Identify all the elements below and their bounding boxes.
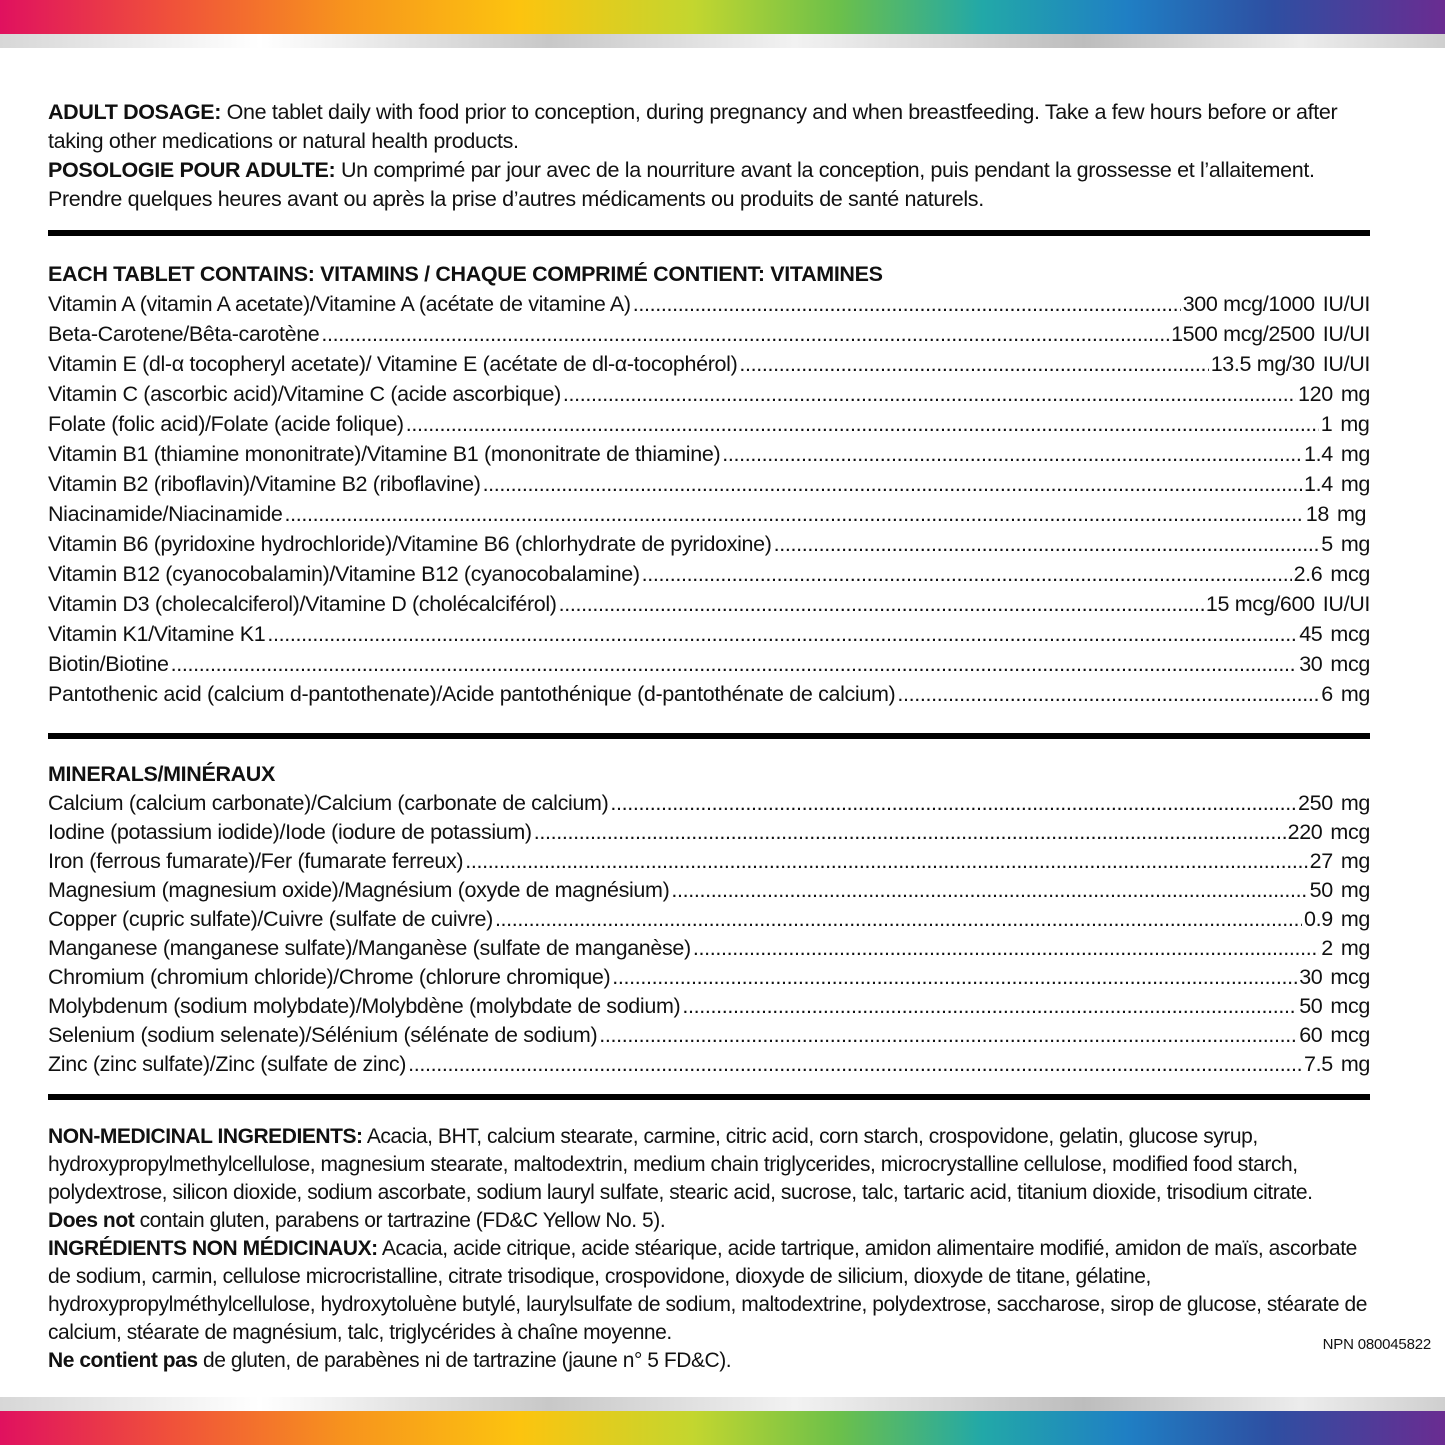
leader-dots — [171, 649, 1298, 679]
nutrient-name: Magnesium (magnesium oxide)/Magnésium (oxyde de magnésium) — [48, 878, 670, 902]
nutrient-name: Selenium (sodium selenate)/Sélénium (sélénate de sodium) — [48, 1023, 598, 1047]
nutrient-amount: 1.4 — [1303, 472, 1333, 496]
nutrient-amount: 13.5 mg/30 — [1210, 352, 1315, 376]
npn-number: NPN 080045822 — [1322, 1336, 1431, 1353]
leader-dots — [559, 589, 1204, 619]
nutrient-unit: mg — [1340, 791, 1370, 815]
divider — [48, 733, 1370, 739]
nutrient-amount: 27 — [1309, 849, 1333, 873]
vitamins-section — [48, 260, 1370, 709]
nutrient-unit: mcg — [1330, 1023, 1370, 1047]
nutrient-amount: 0.9 — [1303, 907, 1333, 931]
nutrient-name: Vitamin B1 (thiamine mononitrate)/Vitamine B1 (mononitrate de thiamine) — [48, 442, 721, 466]
nutrient-row — [48, 1050, 1370, 1079]
nutrient-name: Zinc (zinc sulfate)/Zinc (sulfate de zinc) — [48, 1052, 407, 1076]
nutrient-row — [48, 619, 1370, 649]
nutrient-name: Biotin/Biotine — [48, 652, 169, 676]
nutrient-amount: 1.4 — [1303, 442, 1333, 466]
nutrient-name: Vitamin B12 (cyanocobalamin)/Vitamine B12 (cyanocobalamine) — [48, 562, 640, 586]
nutrient-name: Folate (folic acid)/Folate (acide folique) — [48, 412, 404, 436]
nutrient-amount: 220 — [1287, 820, 1323, 844]
leader-dots — [563, 379, 1296, 409]
leader-dots — [406, 409, 1319, 439]
nutrient-name: Molybdenum (sodium molybdate)/Molybdène (molybdate de sodium) — [48, 994, 681, 1018]
free-from-fr — [48, 1347, 1370, 1375]
ingredients-fr-text: Acacia, acide citrique, acide stéarique, acide tartrique, amidon alimentaire modifié, amidon de maïs, ascorbate de sodium, carmin, cellulose microcristalline, citrate trisodique, crospovidone, dioxyde de silicium, dioxyde de titane, gélatine, hydroxypropylméthylcellulose, hydroxytoluène butylé, laurylsulfate de sodium, maltodextrine, polydextrose, saccharose, sirop de glucose, stéarate de calcium, stéarate de magnésium, talc, triglycérides à chaîne moyenne. — [48, 1237, 1367, 1344]
top-color-band — [0, 0, 1445, 48]
nutrient-amount: 300 mcg/1000 — [1182, 292, 1315, 316]
nutrient-unit: mg — [1340, 472, 1370, 496]
nutrient-row — [48, 679, 1370, 709]
rainbow-stripe — [0, 0, 1445, 34]
nutrient-name: Manganese (manganese sulfate)/Manganèse (sulfate de manganèse) — [48, 936, 691, 960]
nutrient-unit: mg — [1340, 878, 1370, 902]
nutrient-amount: 50 — [1309, 878, 1333, 902]
nutrient-unit: IU/UI — [1322, 352, 1370, 376]
nutrient-unit: mcg — [1330, 820, 1370, 844]
grey-stripe — [0, 34, 1445, 48]
leader-dots — [693, 934, 1319, 963]
leader-dots — [267, 619, 1297, 649]
nutrient-name: Vitamin A (vitamin A acetate)/Vitamine A (acétate de vitamine A) — [48, 292, 631, 316]
nutrient-amount: 15 mcg/600 — [1205, 592, 1315, 616]
free-from-en-text: contain gluten, parabens or tartrazine (FD&C Yellow No. 5). — [134, 1209, 666, 1232]
leader-dots — [285, 499, 1304, 529]
nutrient-unit: mcg — [1330, 965, 1370, 989]
leader-dots — [321, 319, 1169, 349]
leader-dots — [599, 1021, 1297, 1050]
nutrient-amount: 6 — [1321, 682, 1333, 706]
nutrient-row — [48, 529, 1370, 559]
dosage-en — [48, 98, 1370, 156]
dosage-fr — [48, 156, 1370, 214]
nutrient-amount: 2.6 — [1293, 562, 1323, 586]
nutrient-amount: 45 — [1299, 622, 1323, 646]
leader-dots — [612, 963, 1297, 992]
minerals-title: MINERALS/MINÉRAUX — [48, 762, 275, 786]
nutrient-name: Iodine (potassium iodide)/Iode (iodure de potassium) — [48, 820, 532, 844]
nutrient-row — [48, 847, 1370, 876]
nutrient-amount: 60 — [1299, 1023, 1323, 1047]
dosage-en-label: ADULT DOSAGE: — [48, 100, 222, 124]
nutrient-amount: 120 — [1298, 382, 1333, 406]
leader-dots — [739, 349, 1208, 379]
nutrient-name: Vitamin D3 (cholecalciferol)/Vitamine D (cholécalciférol) — [48, 592, 557, 616]
leader-dots — [534, 818, 1286, 847]
vitamins-list — [48, 289, 1370, 709]
free-from-fr-text: de gluten, de parabènes ni de tartrazine (jaune n° 5 FD&C). — [197, 1349, 732, 1372]
nutrient-name: Iron (ferrous fumarate)/Fer (fumarate ferreux) — [48, 849, 464, 873]
nutrient-row — [48, 963, 1370, 992]
nutrient-row — [48, 649, 1370, 679]
vitamins-title: EACH TABLET CONTAINS: VITAMINS / CHAQUE COMPRIMÉ CONTIENT: VITAMINES — [48, 262, 883, 286]
nutrient-unit: IU/UI — [1322, 322, 1370, 346]
ingredients-fr-label: INGRÉDIENTS NON MÉDICINAUX: — [48, 1237, 378, 1260]
nutrient-row — [48, 589, 1370, 619]
nutrient-unit: mg — [1340, 682, 1370, 706]
nutrient-row — [48, 905, 1370, 934]
leader-dots — [722, 439, 1302, 469]
leader-dots — [682, 992, 1297, 1021]
leader-dots — [610, 789, 1296, 818]
nutrient-row — [48, 992, 1370, 1021]
ingredients-en — [48, 1123, 1370, 1207]
rainbow-stripe — [0, 1411, 1445, 1445]
nutrient-name: Copper (cupric sulfate)/Cuivre (sulfate de cuivre) — [48, 907, 493, 931]
nutrient-amount: 1500 mcg/2500 — [1171, 322, 1315, 346]
leader-dots — [495, 905, 1302, 934]
dosage-section — [48, 98, 1370, 214]
nutrient-amount: 18 — [1305, 502, 1329, 526]
nutrient-amount: 30 — [1299, 652, 1323, 676]
nutrient-amount: 250 — [1298, 791, 1333, 815]
label-content — [48, 98, 1370, 1375]
nutrient-row — [48, 469, 1370, 499]
nutrient-row — [48, 439, 1370, 469]
nutrient-amount: 2 — [1321, 936, 1333, 960]
nutrient-row — [48, 379, 1370, 409]
nutrient-unit: mcg — [1330, 622, 1370, 646]
nutrient-name: Chromium (chromium chloride)/Chrome (chlorure chromique) — [48, 965, 611, 989]
leader-dots — [633, 289, 1181, 319]
nutrient-name: Vitamin B6 (pyridoxine hydrochloride)/Vitamine B6 (chlorhydrate de pyridoxine) — [48, 532, 772, 556]
leader-dots — [408, 1050, 1302, 1079]
nutrient-name: Niacinamide/Niacinamide — [48, 502, 283, 526]
dosage-fr-text: Un comprimé par jour avec de la nourriture avant la conception, puis pendant la grossesse et l’allaitement. Prendre quelques heures avant ou après la prise d’autres médicaments ou produits de santé naturels. — [48, 158, 1315, 211]
nutrient-row — [48, 289, 1370, 319]
leader-dots — [483, 469, 1302, 499]
nutrient-unit: mg — [1340, 1052, 1370, 1076]
nutrient-amount: 30 — [1299, 965, 1323, 989]
nutrient-row — [48, 349, 1370, 379]
nutrient-name: Vitamin C (ascorbic acid)/Vitamine C (acide ascorbique) — [48, 382, 561, 406]
nutrient-unit: mg — [1336, 502, 1367, 526]
leader-dots — [465, 847, 1307, 876]
nutrient-row — [48, 818, 1370, 847]
divider — [48, 230, 1370, 236]
nutrient-row — [48, 789, 1370, 818]
nutrient-row — [48, 1021, 1370, 1050]
nutrient-name: Vitamin K1/Vitamine K1 — [48, 622, 266, 646]
ingredients-fr — [48, 1235, 1370, 1347]
leader-dots — [671, 876, 1307, 905]
dosage-en-text: One tablet daily with food prior to conception, during pregnancy and when breastfeeding. Take a few hours before or after taking other medications or natural health products. — [48, 100, 1338, 153]
nutrient-name: Vitamin B2 (riboflavin)/Vitamine B2 (riboflavine) — [48, 472, 481, 496]
bottom-color-band — [0, 1397, 1445, 1445]
free-from-en-label: Does not — [48, 1209, 135, 1232]
nutrient-unit: mg — [1340, 412, 1370, 436]
nutrient-row — [48, 934, 1370, 963]
grey-stripe — [0, 1397, 1445, 1411]
nutrient-unit: IU/UI — [1322, 292, 1370, 316]
nutrient-unit: mcg — [1330, 652, 1370, 676]
ingredients-en-text: Acacia, BHT, calcium stearate, carmine, citric acid, corn starch, crospovidone, gelatin, glucose syrup, hydroxypropylmethylcellulose, magnesium stearate, maltodextrin, medium chain triglycerides, microcrystalline cellulose, modified food starch, polydextrose, silicon dioxide, sodium ascorbate, sodium lauryl sulfate, stearic acid, sucrose, talc, tartaric acid, titanium dioxide, trisodium citrate. — [48, 1125, 1313, 1204]
nutrient-unit: mg — [1340, 849, 1370, 873]
nutrient-unit: mg — [1340, 936, 1370, 960]
free-from-fr-label: Ne contient pas — [48, 1349, 198, 1372]
leader-dots — [774, 529, 1320, 559]
nutrient-amount: 1 — [1320, 412, 1333, 436]
free-from-en — [48, 1207, 1370, 1235]
nutrient-name: Calcium (calcium carbonate)/Calcium (carbonate de calcium) — [48, 791, 609, 815]
divider — [48, 1094, 1370, 1100]
nutrient-row — [48, 559, 1370, 589]
nutrient-amount: 5 — [1321, 532, 1333, 556]
nutrient-unit: mg — [1340, 532, 1370, 556]
nutrient-unit: mcg — [1330, 562, 1370, 586]
nutrient-amount: 7.5 — [1303, 1052, 1333, 1076]
minerals-list — [48, 789, 1370, 1079]
nutrient-name: Vitamin E (dl-α tocopheryl acetate)/ Vitamine E (acétate de dl-α-tocophérol) — [48, 352, 738, 376]
leader-dots — [897, 679, 1319, 709]
nutrient-row — [48, 876, 1370, 905]
ingredients-en-label: NON-MEDICINAL INGREDIENTS: — [48, 1125, 363, 1148]
nutrient-name: Beta-Carotene/Bêta-carotène — [48, 322, 320, 346]
leader-dots — [642, 559, 1292, 589]
nutrient-unit: mg — [1340, 907, 1370, 931]
nutrient-name: Pantothenic acid (calcium d-pantothenate)/Acide pantothénique (d-pantothénate de calcium) — [48, 682, 896, 706]
nutrient-row — [48, 409, 1370, 439]
nutrient-unit: mg — [1340, 442, 1370, 466]
nutrient-row — [48, 319, 1370, 349]
nutrient-unit: mg — [1340, 382, 1370, 406]
nutrient-amount: 50 — [1299, 994, 1323, 1018]
nutrient-unit: IU/UI — [1322, 592, 1370, 616]
non-medicinal-section — [48, 1123, 1370, 1375]
nutrient-unit: mcg — [1330, 994, 1370, 1018]
nutrient-row — [48, 499, 1370, 529]
dosage-fr-label: POSOLOGIE POUR ADULTE: — [48, 158, 336, 182]
minerals-section — [48, 760, 1370, 1079]
